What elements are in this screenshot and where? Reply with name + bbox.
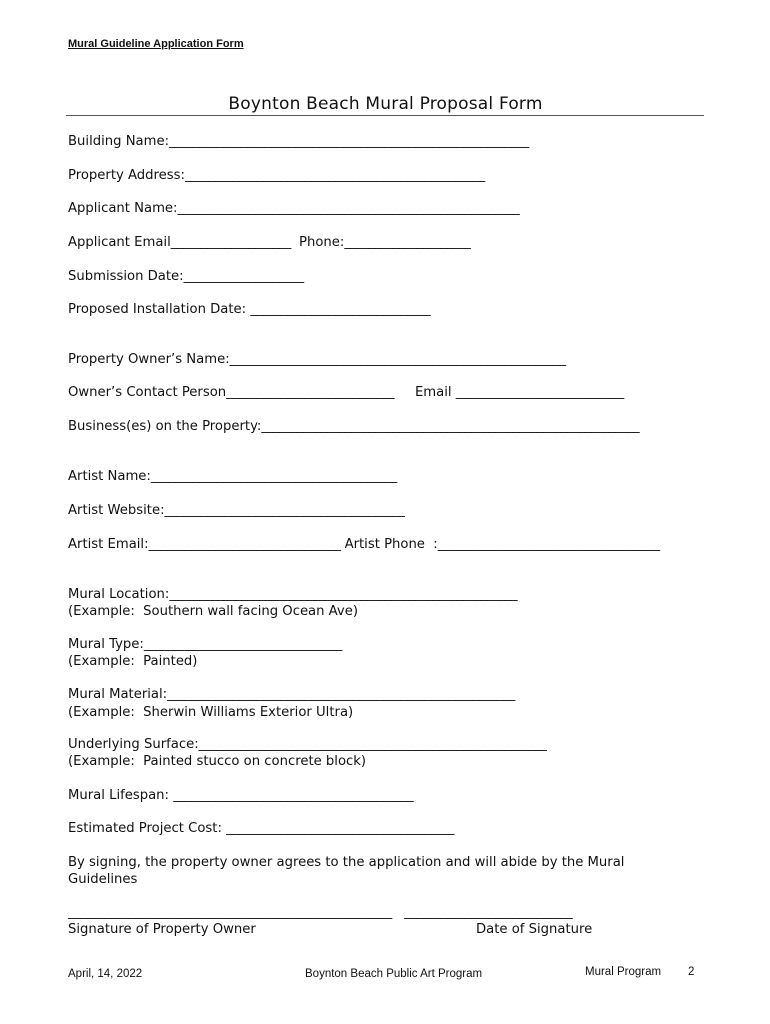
date-signature-label: Date of Signature [476,922,593,937]
applicant-email-blank[interactable]: ____________________ [170,235,291,250]
owner-email-blank[interactable]: ____________________________ [455,385,624,400]
footer-page-number: 2 [688,966,695,978]
mural-type-example: (Example: Painted) [68,654,198,669]
mural-lifespan-row [68,787,413,804]
underlying-surface-row [68,736,546,753]
mural-type-blank[interactable]: _________________________________ [143,637,342,652]
artist-phone-label: Artist Phone : [344,537,438,552]
estimated-cost-label: Estimated Project Cost: [68,821,222,836]
owner-contact-label: Owner’s Contact Person [68,385,227,400]
property-address-row [68,167,485,184]
agreement-text: By signing, the property owner agrees to the application and will abide by the Mural Guidelines [68,855,625,887]
underlying-surface-label: Underlying Surface: [68,737,199,752]
installation-date-blank[interactable]: ______________________________ [250,302,431,317]
applicant-name-row [68,200,519,217]
phone-blank[interactable]: _____________________ [344,235,471,250]
building-name-row [68,133,529,150]
owner-name-blank[interactable]: ________________________________________________________ [229,352,566,367]
mural-type-label: Mural Type: [68,637,144,652]
building-name-label: Building Name: [68,134,170,149]
submission-date-label: Submission Date: [68,269,184,284]
businesses-label: Business(es) on the Property: [68,419,262,434]
applicant-email-label: Applicant Email [68,235,171,250]
owner-signature-blank[interactable]: ______________________________________________________ [68,905,392,920]
property-address-label: Property Address: [68,168,185,183]
artist-website-row [68,502,404,519]
footer-section: Mural Program [585,966,662,978]
footer-date: April, 14, 2022 [68,968,143,980]
mural-lifespan-label: Mural Lifespan: [68,788,169,803]
signature-lines [68,904,572,921]
mural-material-row [68,686,515,703]
mural-location-label: Mural Location: [68,587,170,602]
phone-label: Phone: [299,235,345,250]
mural-location-row [68,586,517,603]
artist-name-row [68,468,397,485]
artist-email-blank[interactable]: ________________________________ [148,537,341,552]
mural-location-example: (Example: Southern wall facing Ocean Ave) [68,604,358,619]
estimated-cost-row [68,820,454,837]
artist-name-label: Artist Name: [68,469,151,484]
title-rule [66,115,704,116]
artist-name-blank[interactable]: _________________________________________ [150,469,397,484]
date-signature-blank[interactable]: ____________________________ [404,905,573,920]
estimated-cost-blank[interactable]: ______________________________________ [226,821,454,836]
mural-lifespan-blank[interactable]: ________________________________________ [173,788,413,803]
owner-contact-row [68,384,624,401]
owner-email-label: Email [414,385,452,400]
submission-date-row [68,268,304,285]
form-title: Boynton Beach Mural Proposal Form [228,94,543,114]
owner-contact-blank[interactable]: ____________________________ [226,385,394,400]
artist-email-row [68,536,660,553]
applicant-email-row [68,234,470,251]
artist-website-blank[interactable]: ________________________________________ [164,503,405,518]
mural-type-row [68,636,342,653]
artist-website-label: Artist Website: [68,503,165,518]
owner-name-label: Property Owner’s Name: [68,352,230,367]
underlying-surface-example: (Example: Painted stucco on concrete block) [68,754,367,769]
mural-material-example: (Example: Sherwin Williams Exterior Ultra) [68,705,354,720]
footer-program: Boynton Beach Public Art Program [305,968,483,980]
applicant-name-blank[interactable]: _________________________________________________________ [177,201,520,216]
underlying-surface-blank[interactable]: __________________________________________________________ [198,737,547,752]
artist-email-label: Artist Email: [68,537,149,552]
owner-signature-label: Signature of Property Owner [68,922,256,937]
businesses-row [68,418,639,435]
mural-location-blank[interactable]: __________________________________________________________ [169,587,517,602]
mural-material-label: Mural Material: [68,687,168,702]
building-name-blank[interactable]: ____________________________________________________________ [169,134,529,149]
installation-date-label: Proposed Installation Date: [68,302,247,317]
property-address-blank[interactable]: __________________________________________________ [184,168,485,183]
businesses-blank[interactable]: _______________________________________________________________ [261,419,639,434]
page-header: Mural Guideline Application Form [68,38,244,50]
applicant-name-label: Applicant Name: [68,201,178,216]
installation-date-row [68,301,430,318]
artist-phone-blank[interactable]: _____________________________________ [437,537,660,552]
owner-name-row [68,351,565,368]
mural-material-blank[interactable]: __________________________________________________________ [167,687,515,702]
submission-date-blank[interactable]: ____________________ [183,269,304,284]
